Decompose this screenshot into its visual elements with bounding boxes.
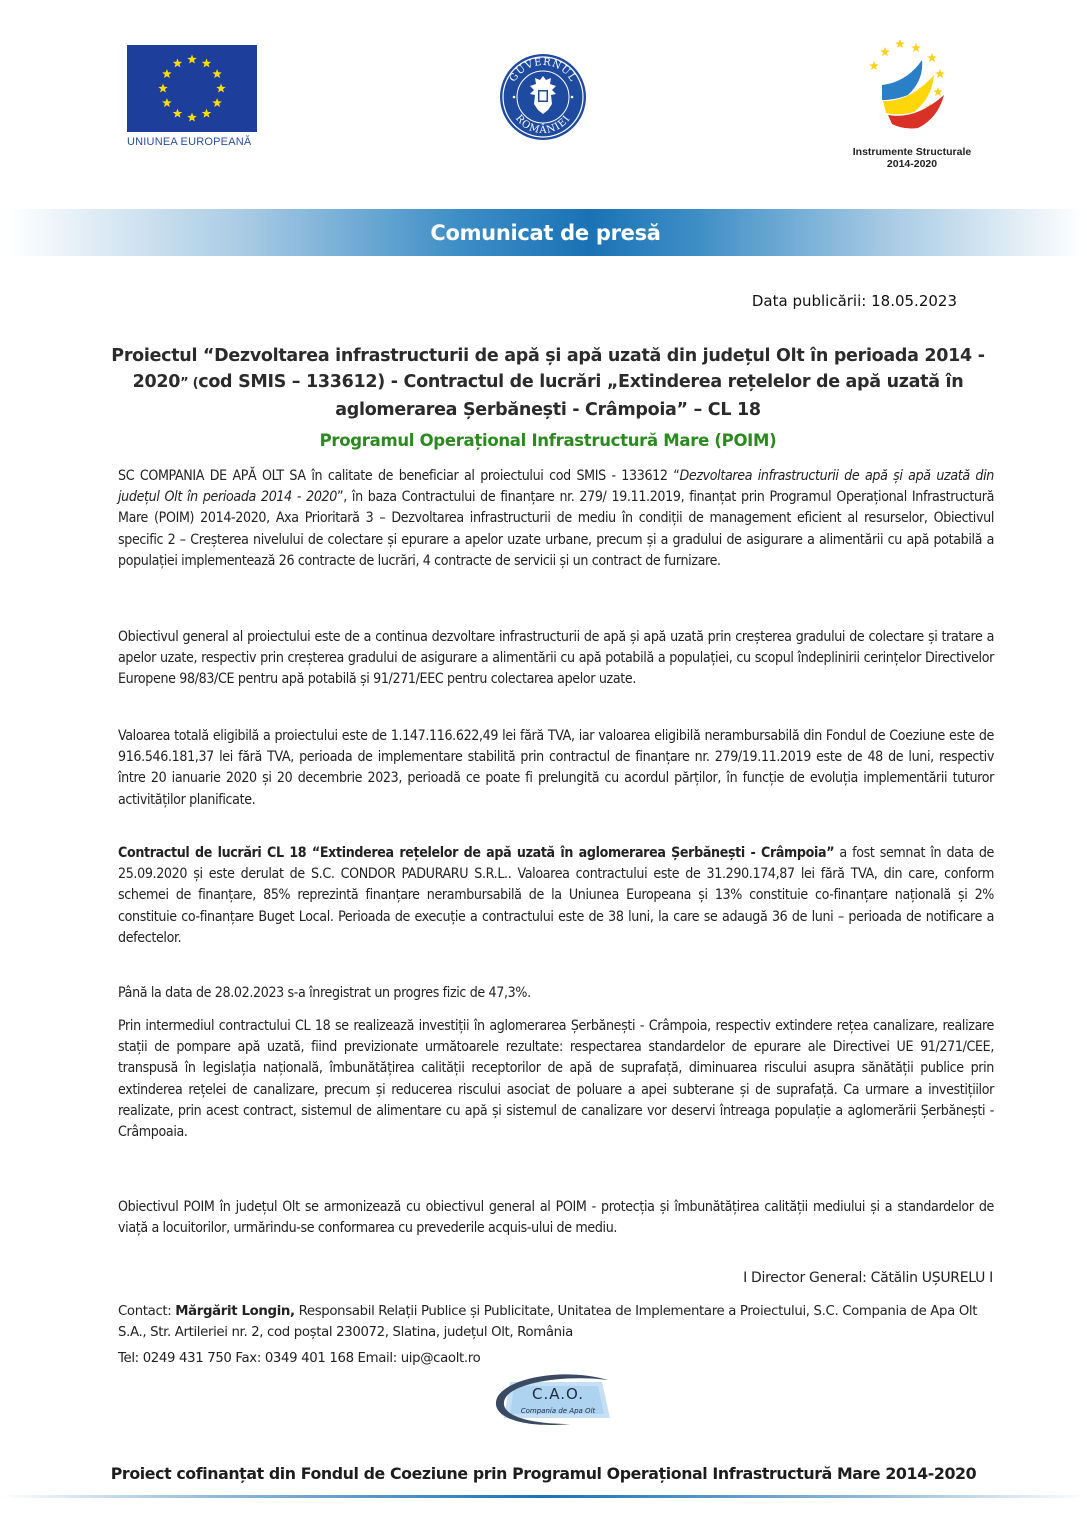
cao-logo-icon xyxy=(490,1370,620,1432)
p4-rest: a fost semnat în data de 25.09.2020 și este derulat de S.C. CONDOR PADURARU S.R.L.. Valoarea contractului este de 31.290.174,87 lei fără TVA, din care, conform schemei de finanțare, 85% reprezintă finanțare nerambursabilă de la Uniunea Europeana și 13% constituie co-finanțare națională și 2% constituie co-finanțare Buget Local. Perioada de execuție a contractului este de 38 luni, la care se adaugă 36 de luni – perioada de notificare a defectelor. xyxy=(118,845,995,946)
eu-flag-icon xyxy=(127,45,257,132)
paragraph-value: Valoarea totală eligibilă a proiectului este de 1.147.116.622,49 lei fără TVA, iar valoarea eligibilă nerambursabilă din Fondul de Coeziune este de 916.546.181,37 lei fără TVA, perioada de implementare stabilită prin contractul de finanțare nr. 279/19.11.2019 este de 48 de luni, respectiv între 20 ianuarie 2020 și 20 decembrie 2023, perioadă ce poate fi prelungită cu acordul părților, în funcție de evoluția implementării tuturor activităților planificate. xyxy=(118,728,994,808)
paragraph-contract xyxy=(118,843,994,949)
cao-initials: C.A.O. xyxy=(532,1385,584,1403)
p1-start: SC COMPANIA DE APĂ OLT SA în calitate de beneficiar al proiectului cod SMIS - 133612 “ xyxy=(118,468,680,484)
eu-star-icon xyxy=(158,84,168,93)
p1-rest: ”, în baza Contractului de finanțare nr. 279/ 19.11.2019, finanțat prin Programul Operațional Infrastructură Mare (POIM) 2014-2020, Axa Prioritară 3 – Dezvoltarea infrastructurii de mediu în condiții de management eficient al resurselor, Obiectivul specific 2 – Creșterea nivelului de colectare și epurare a apelor uzate urbane, precum și a gradului de asigurare a alimentării cu apă potabilă a populației implementează 26 contracte de lucrări, 4 contracte de servicii și un contract de furnizare. xyxy=(118,489,994,569)
eu-logo xyxy=(127,45,259,151)
contact-block xyxy=(118,1301,998,1369)
title-part2: cod SMIS – 133612) - Contractul de lucrări „Extinderea rețelelor de apă uzată în aglomerarea Șerbănești - Crâmpoia” – CL 18 xyxy=(198,372,964,420)
footer-text: Proiect cofinanțat din Fondul de Coeziune prin Programul Operațional Infrastructură Mare 2014-2020 xyxy=(110,1464,977,1483)
signature: I Director General: Cătălin UȘURELU I xyxy=(743,1270,993,1286)
eu-star-icon xyxy=(212,69,222,78)
eu-star-icon xyxy=(202,109,212,118)
eu-star-icon xyxy=(173,109,183,118)
paragraph-investments: Prin intermediul contractului CL 18 se realizează investiții în aglomerarea Șerbănești - Crâmpoia, respectiv extindere rețea canalizare, realizare stații de pompare apă uzată, fiind previzionate următoarele rezultate: respectarea standardelor de epurare ale Directivei UE 91/271/CEE, transpusă în legislația națională, îmbunătățirea calității receptorilor de apă de suprafață, diminuarea riscului asupra sănătății publice prin extinderea rețelei de canalizare, precum și reducerea riscului asociat de poluare a apei subterane și de suprafață. Ca urmare a investițiilor realizate, prin acest contract, sistemul de alimentare cu apă și sistemul de canalizare vor deservi întreaga populație a aglomerării Șerbănești - Crâmpoaia. xyxy=(118,1018,994,1141)
eu-stars-icon xyxy=(127,45,257,132)
eu-star-icon xyxy=(187,113,197,122)
contact-label: Contact: xyxy=(118,1304,176,1319)
seal-top-text: GUVERNUL xyxy=(507,56,579,85)
structural-star-icon xyxy=(895,40,905,48)
paragraph-beneficiary xyxy=(118,466,994,572)
structural-star-icon xyxy=(869,61,879,70)
cao-logo xyxy=(490,1370,620,1432)
paragraph-progress: Până la data de 28.02.2023 s-a înregistrat un progres fizic de 47,3%. xyxy=(118,985,531,1001)
program-subtitle: Programul Operațional Infrastructură Mare (POIM) xyxy=(319,431,777,450)
structural-star-icon xyxy=(935,69,945,78)
government-logo xyxy=(498,52,588,142)
title-quote: ” ( xyxy=(180,376,199,391)
eu-star-icon xyxy=(162,69,172,78)
banner-title: Comunicat de presă xyxy=(430,220,661,245)
eu-star-icon xyxy=(187,55,197,64)
footer-divider xyxy=(0,1495,1087,1498)
press-release-banner xyxy=(8,209,1083,256)
paragraph-objective: Obiectivul general al proiectului este de a continua dezvoltare infrastructurii de apă și apă uzată prin creșterea gradului de colectare și tratare a apelor uzate, respectiv prin creșterea gradului de asigurare a alimentării cu apă potabilă a populației, cu scopul îndeplinirii cerințelor Directivelor Europene 98/83/CE pentru apă potabilă și 91/271/EEC pentru colectarea apelor uzate. xyxy=(118,629,994,688)
cao-name: Companía de Apa Olt xyxy=(520,1407,596,1415)
eu-star-icon xyxy=(173,58,183,67)
government-seal-icon xyxy=(498,52,588,142)
publication-date xyxy=(752,292,957,310)
page-title xyxy=(100,343,996,423)
structural-star-icon xyxy=(880,47,890,56)
eu-star-icon xyxy=(212,98,222,107)
paragraph-poim-objective: Obiectivul POIM în județul Olt se armonizează cu obiectivul general al POIM - protecția și îmbunătățirea calității mediului și a standardelor de viață a locuitorilor, urmărindu-se conformarea cu prevederile acquis-ului de mediu. xyxy=(118,1199,994,1237)
structural-instruments-label: Instrumente Structurale xyxy=(852,146,972,158)
eu-star-icon xyxy=(162,98,172,107)
title-part1: Proiectul “Dezvoltarea infrastructurii de apă și apă uzată din județul Olt în perioada 2014 - 2020 xyxy=(111,346,985,392)
p1-italic: Dezvoltarea infrastructurii de apă și apă uzată din județul Olt în perioada 2014 - 2020 xyxy=(118,468,994,506)
p4-bold: Contractul de lucrări CL 18 “Extinderea rețelelor de apă uzată în aglomerarea Șerbănești - Crâmpoia” xyxy=(118,845,835,861)
contact-name: Mărgărit Longin, xyxy=(175,1304,295,1319)
structural-instruments-icon xyxy=(852,40,972,140)
publication-date-value: 18.05.2023 xyxy=(871,292,957,310)
eu-star-icon xyxy=(202,58,212,67)
structural-star-icon xyxy=(927,53,937,62)
structural-instruments-logo xyxy=(842,40,982,170)
contact-details: Responsabil Relații Publice și Publicitate, Unitatea de Implementare a Proiectului, S.C. Compania de Apa Olt S.A., Str. Artileriei nr. 2, cod poștal 230072, Slatina, județul Olt, România xyxy=(118,1304,978,1340)
contact-phones: Tel: 0249 431 750 Fax: 0349 401 168 Email: uip@caolt.ro xyxy=(118,1351,481,1366)
structural-instruments-years: 2014-2020 xyxy=(886,158,938,170)
structural-star-icon xyxy=(911,43,921,52)
eu-label: UNIUNEA EUROPEANĂ xyxy=(127,136,252,148)
seal-bottom-text: ROMÂNIEI xyxy=(512,113,574,137)
eu-star-icon xyxy=(216,84,226,93)
publication-date-label: Data publicării: xyxy=(751,292,867,310)
structural-star-icon xyxy=(933,87,943,96)
